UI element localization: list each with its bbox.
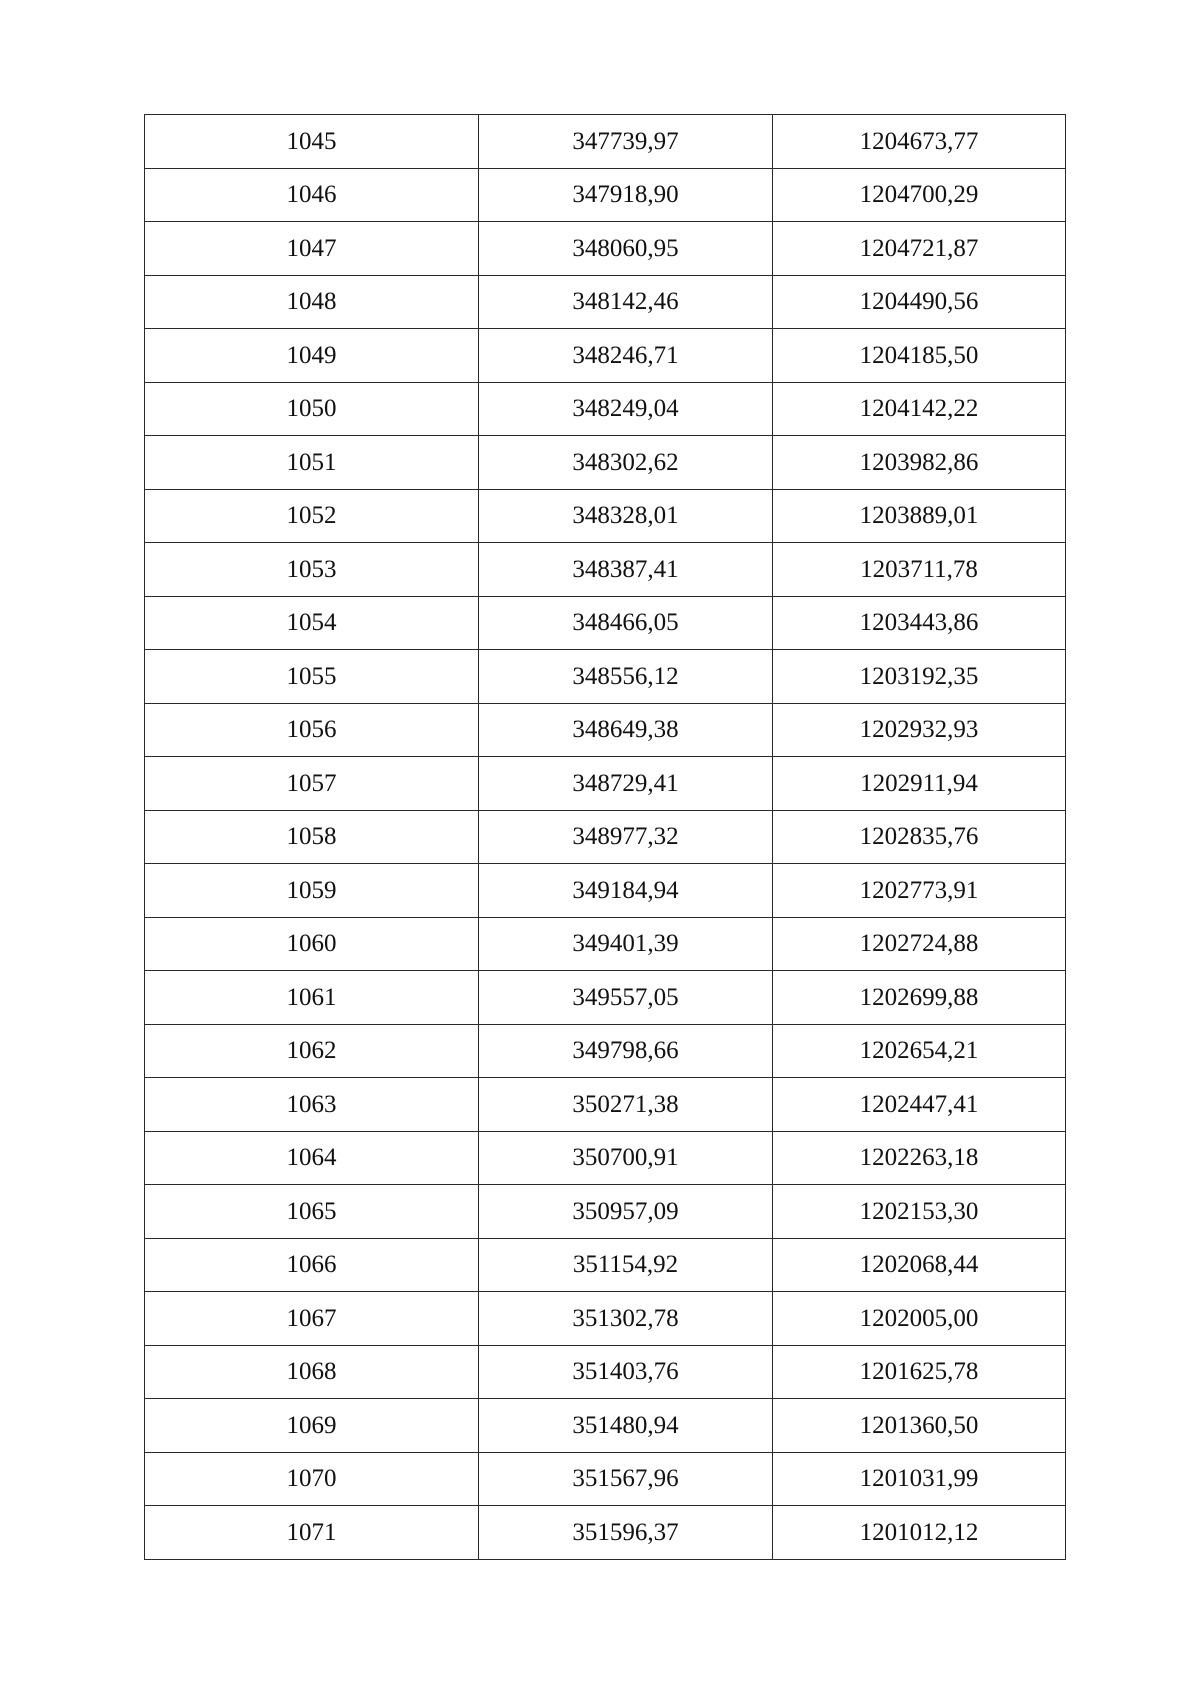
table-row bbox=[145, 864, 1066, 918]
table-row bbox=[145, 543, 1066, 597]
point-number-cell: 1066 bbox=[145, 1238, 479, 1292]
table-row bbox=[145, 650, 1066, 704]
table-row bbox=[145, 1452, 1066, 1506]
y-coordinate-cell: 1202773,91 bbox=[773, 864, 1066, 918]
table-row bbox=[145, 917, 1066, 971]
point-number-cell: 1061 bbox=[145, 971, 479, 1025]
table-row bbox=[145, 275, 1066, 329]
y-coordinate-cell: 1202153,30 bbox=[773, 1185, 1066, 1239]
x-coordinate-cell: 351567,96 bbox=[479, 1452, 773, 1506]
y-coordinate-cell: 1204142,22 bbox=[773, 382, 1066, 436]
x-coordinate-cell: 351403,76 bbox=[479, 1345, 773, 1399]
y-coordinate-cell: 1203982,86 bbox=[773, 436, 1066, 490]
table-row bbox=[145, 436, 1066, 490]
table-row bbox=[145, 489, 1066, 543]
table-row bbox=[145, 1238, 1066, 1292]
y-coordinate-cell: 1202447,41 bbox=[773, 1078, 1066, 1132]
table-row bbox=[145, 115, 1066, 169]
x-coordinate-cell: 348302,62 bbox=[479, 436, 773, 490]
point-number-cell: 1045 bbox=[145, 115, 479, 169]
x-coordinate-cell: 348060,95 bbox=[479, 222, 773, 276]
point-number-cell: 1062 bbox=[145, 1024, 479, 1078]
point-number-cell: 1057 bbox=[145, 757, 479, 811]
y-coordinate-cell: 1202263,18 bbox=[773, 1131, 1066, 1185]
point-number-cell: 1048 bbox=[145, 275, 479, 329]
x-coordinate-cell: 348556,12 bbox=[479, 650, 773, 704]
point-number-cell: 1064 bbox=[145, 1131, 479, 1185]
x-coordinate-cell: 348977,32 bbox=[479, 810, 773, 864]
y-coordinate-cell: 1202005,00 bbox=[773, 1292, 1066, 1346]
y-coordinate-cell: 1204490,56 bbox=[773, 275, 1066, 329]
y-coordinate-cell: 1204700,29 bbox=[773, 168, 1066, 222]
point-number-cell: 1052 bbox=[145, 489, 479, 543]
x-coordinate-cell: 349401,39 bbox=[479, 917, 773, 971]
table-row bbox=[145, 810, 1066, 864]
y-coordinate-cell: 1203711,78 bbox=[773, 543, 1066, 597]
table-row bbox=[145, 971, 1066, 1025]
y-coordinate-cell: 1201360,50 bbox=[773, 1399, 1066, 1453]
y-coordinate-cell: 1202911,94 bbox=[773, 757, 1066, 811]
point-number-cell: 1053 bbox=[145, 543, 479, 597]
x-coordinate-cell: 350271,38 bbox=[479, 1078, 773, 1132]
x-coordinate-cell: 348466,05 bbox=[479, 596, 773, 650]
table-row bbox=[145, 1345, 1066, 1399]
y-coordinate-cell: 1201012,12 bbox=[773, 1506, 1066, 1560]
coordinates-table bbox=[144, 114, 1066, 1560]
x-coordinate-cell: 351302,78 bbox=[479, 1292, 773, 1346]
point-number-cell: 1051 bbox=[145, 436, 479, 490]
x-coordinate-cell: 350700,91 bbox=[479, 1131, 773, 1185]
x-coordinate-cell: 350957,09 bbox=[479, 1185, 773, 1239]
x-coordinate-cell: 349557,05 bbox=[479, 971, 773, 1025]
point-number-cell: 1069 bbox=[145, 1399, 479, 1453]
point-number-cell: 1068 bbox=[145, 1345, 479, 1399]
x-coordinate-cell: 349184,94 bbox=[479, 864, 773, 918]
y-coordinate-cell: 1202835,76 bbox=[773, 810, 1066, 864]
y-coordinate-cell: 1203192,35 bbox=[773, 650, 1066, 704]
table-row bbox=[145, 168, 1066, 222]
table-row bbox=[145, 703, 1066, 757]
point-number-cell: 1060 bbox=[145, 917, 479, 971]
y-coordinate-cell: 1202699,88 bbox=[773, 971, 1066, 1025]
point-number-cell: 1055 bbox=[145, 650, 479, 704]
y-coordinate-cell: 1204721,87 bbox=[773, 222, 1066, 276]
x-coordinate-cell: 348249,04 bbox=[479, 382, 773, 436]
point-number-cell: 1046 bbox=[145, 168, 479, 222]
y-coordinate-cell: 1204673,77 bbox=[773, 115, 1066, 169]
y-coordinate-cell: 1203889,01 bbox=[773, 489, 1066, 543]
point-number-cell: 1049 bbox=[145, 329, 479, 383]
x-coordinate-cell: 349798,66 bbox=[479, 1024, 773, 1078]
y-coordinate-cell: 1204185,50 bbox=[773, 329, 1066, 383]
x-coordinate-cell: 348142,46 bbox=[479, 275, 773, 329]
x-coordinate-cell: 347739,97 bbox=[479, 115, 773, 169]
table-row bbox=[145, 1185, 1066, 1239]
table-row bbox=[145, 1078, 1066, 1132]
x-coordinate-cell: 351596,37 bbox=[479, 1506, 773, 1560]
x-coordinate-cell: 348729,41 bbox=[479, 757, 773, 811]
point-number-cell: 1071 bbox=[145, 1506, 479, 1560]
x-coordinate-cell: 348387,41 bbox=[479, 543, 773, 597]
table-row bbox=[145, 1292, 1066, 1346]
y-coordinate-cell: 1202068,44 bbox=[773, 1238, 1066, 1292]
y-coordinate-cell: 1203443,86 bbox=[773, 596, 1066, 650]
y-coordinate-cell: 1201625,78 bbox=[773, 1345, 1066, 1399]
table-row bbox=[145, 382, 1066, 436]
x-coordinate-cell: 348328,01 bbox=[479, 489, 773, 543]
x-coordinate-cell: 348246,71 bbox=[479, 329, 773, 383]
point-number-cell: 1070 bbox=[145, 1452, 479, 1506]
y-coordinate-cell: 1202654,21 bbox=[773, 1024, 1066, 1078]
point-number-cell: 1054 bbox=[145, 596, 479, 650]
table-row bbox=[145, 222, 1066, 276]
table-row bbox=[145, 1399, 1066, 1453]
y-coordinate-cell: 1201031,99 bbox=[773, 1452, 1066, 1506]
x-coordinate-cell: 351480,94 bbox=[479, 1399, 773, 1453]
x-coordinate-cell: 347918,90 bbox=[479, 168, 773, 222]
point-number-cell: 1056 bbox=[145, 703, 479, 757]
table-row bbox=[145, 329, 1066, 383]
point-number-cell: 1059 bbox=[145, 864, 479, 918]
x-coordinate-cell: 348649,38 bbox=[479, 703, 773, 757]
point-number-cell: 1067 bbox=[145, 1292, 479, 1346]
point-number-cell: 1065 bbox=[145, 1185, 479, 1239]
x-coordinate-cell: 351154,92 bbox=[479, 1238, 773, 1292]
table-row bbox=[145, 757, 1066, 811]
y-coordinate-cell: 1202932,93 bbox=[773, 703, 1066, 757]
table-row bbox=[145, 1131, 1066, 1185]
point-number-cell: 1050 bbox=[145, 382, 479, 436]
point-number-cell: 1063 bbox=[145, 1078, 479, 1132]
table-row bbox=[145, 596, 1066, 650]
point-number-cell: 1047 bbox=[145, 222, 479, 276]
point-number-cell: 1058 bbox=[145, 810, 479, 864]
coordinates-table-body bbox=[145, 115, 1066, 1560]
table-row bbox=[145, 1024, 1066, 1078]
table-row bbox=[145, 1506, 1066, 1560]
y-coordinate-cell: 1202724,88 bbox=[773, 917, 1066, 971]
